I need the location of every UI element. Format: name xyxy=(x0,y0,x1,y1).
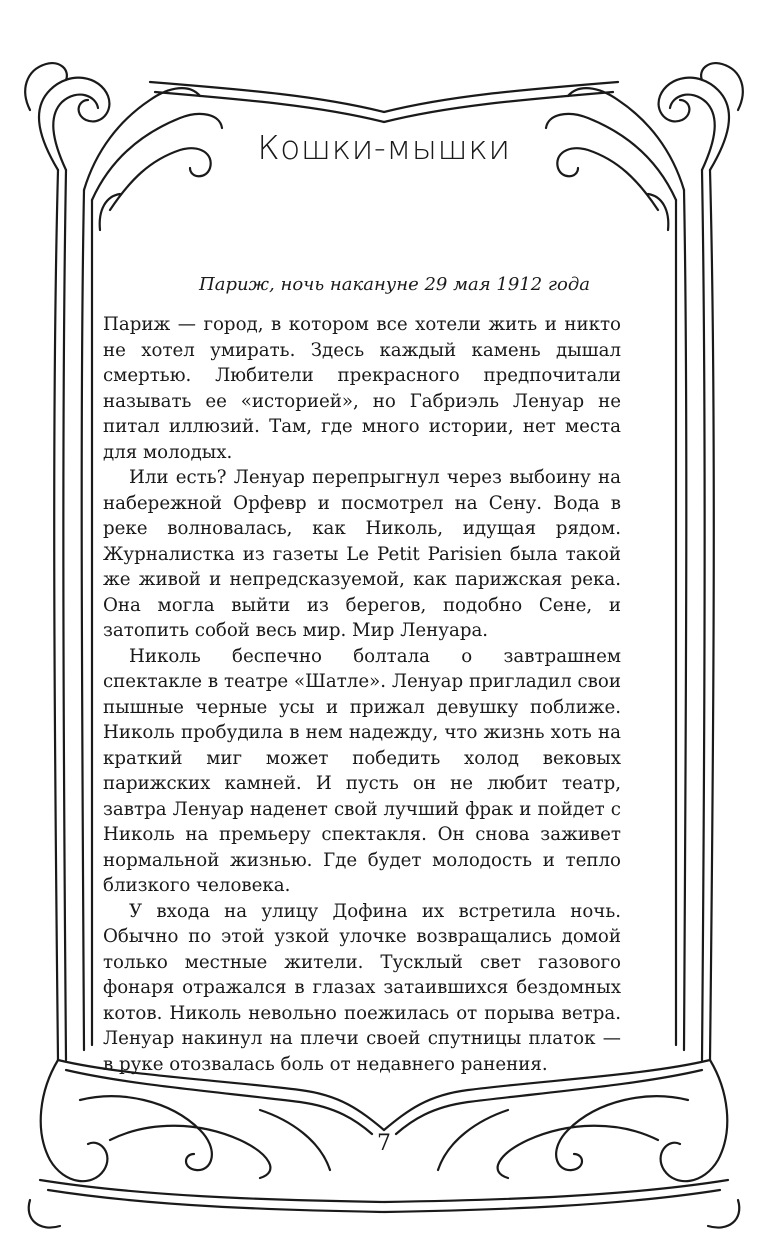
paragraph: Николь беспечно болтала о завтрашнем спектакле в театре «Шатле». Ленуар пригладил свои пышные черные усы и прижал девушку поближе. Николь пробудила в нем надежду, что жизнь хоть на краткий миг может победить холод вековых парижских камней. И пусть он не любит театр, завтра Ленуар наденет свой лучший фрак и пойдет с Николь на премьеру спектакля. Он снова заживет нормальной жизнью. Где будет молодость и тепло близкого человека. xyxy=(103,645,621,896)
page-number: 7 xyxy=(377,1131,391,1156)
paragraph: Или есть? Ленуар перепрыгнул через выбоину на набережной Орфевр и посмотрел на Сену. Вода в реке волновалась, как Николь, идущая рядом. Журналистка из газеты Le Petit Parisien была такой же живой и непредсказуемой, как парижская река. Она могла выйти из берегов, подобно Сене, и затопить собой весь мир. Мир Ленуара. xyxy=(103,467,621,641)
body-text xyxy=(103,312,621,1077)
chapter-title: Кошки-мышки xyxy=(257,128,511,167)
chapter-dateline: Париж, ночь накануне 29 мая 1912 года xyxy=(199,274,590,295)
paragraph: Париж — город, в котором все хотели жить и никто не хотел умирать. Здесь каждый камень дышал смертью. Любители прекрасного предпочитали называть ее «историей», но Габриэль Ленуар не питал иллюзий. Там, где много истории, нет места для молодых. xyxy=(103,314,621,463)
paragraph: У входа на улицу Дофина их встретила ночь. Обычно по этой узкой улочке возвращались домой только местные жители. Тусклый свет газового фонаря отражался в глазах затаившихся бездомных котов. Николь невольно поежилась от порыва ветра. Ленуар накинул на плечи своей спутницы платок — в руке отозвалась боль от недавнего ранения. xyxy=(103,900,621,1075)
